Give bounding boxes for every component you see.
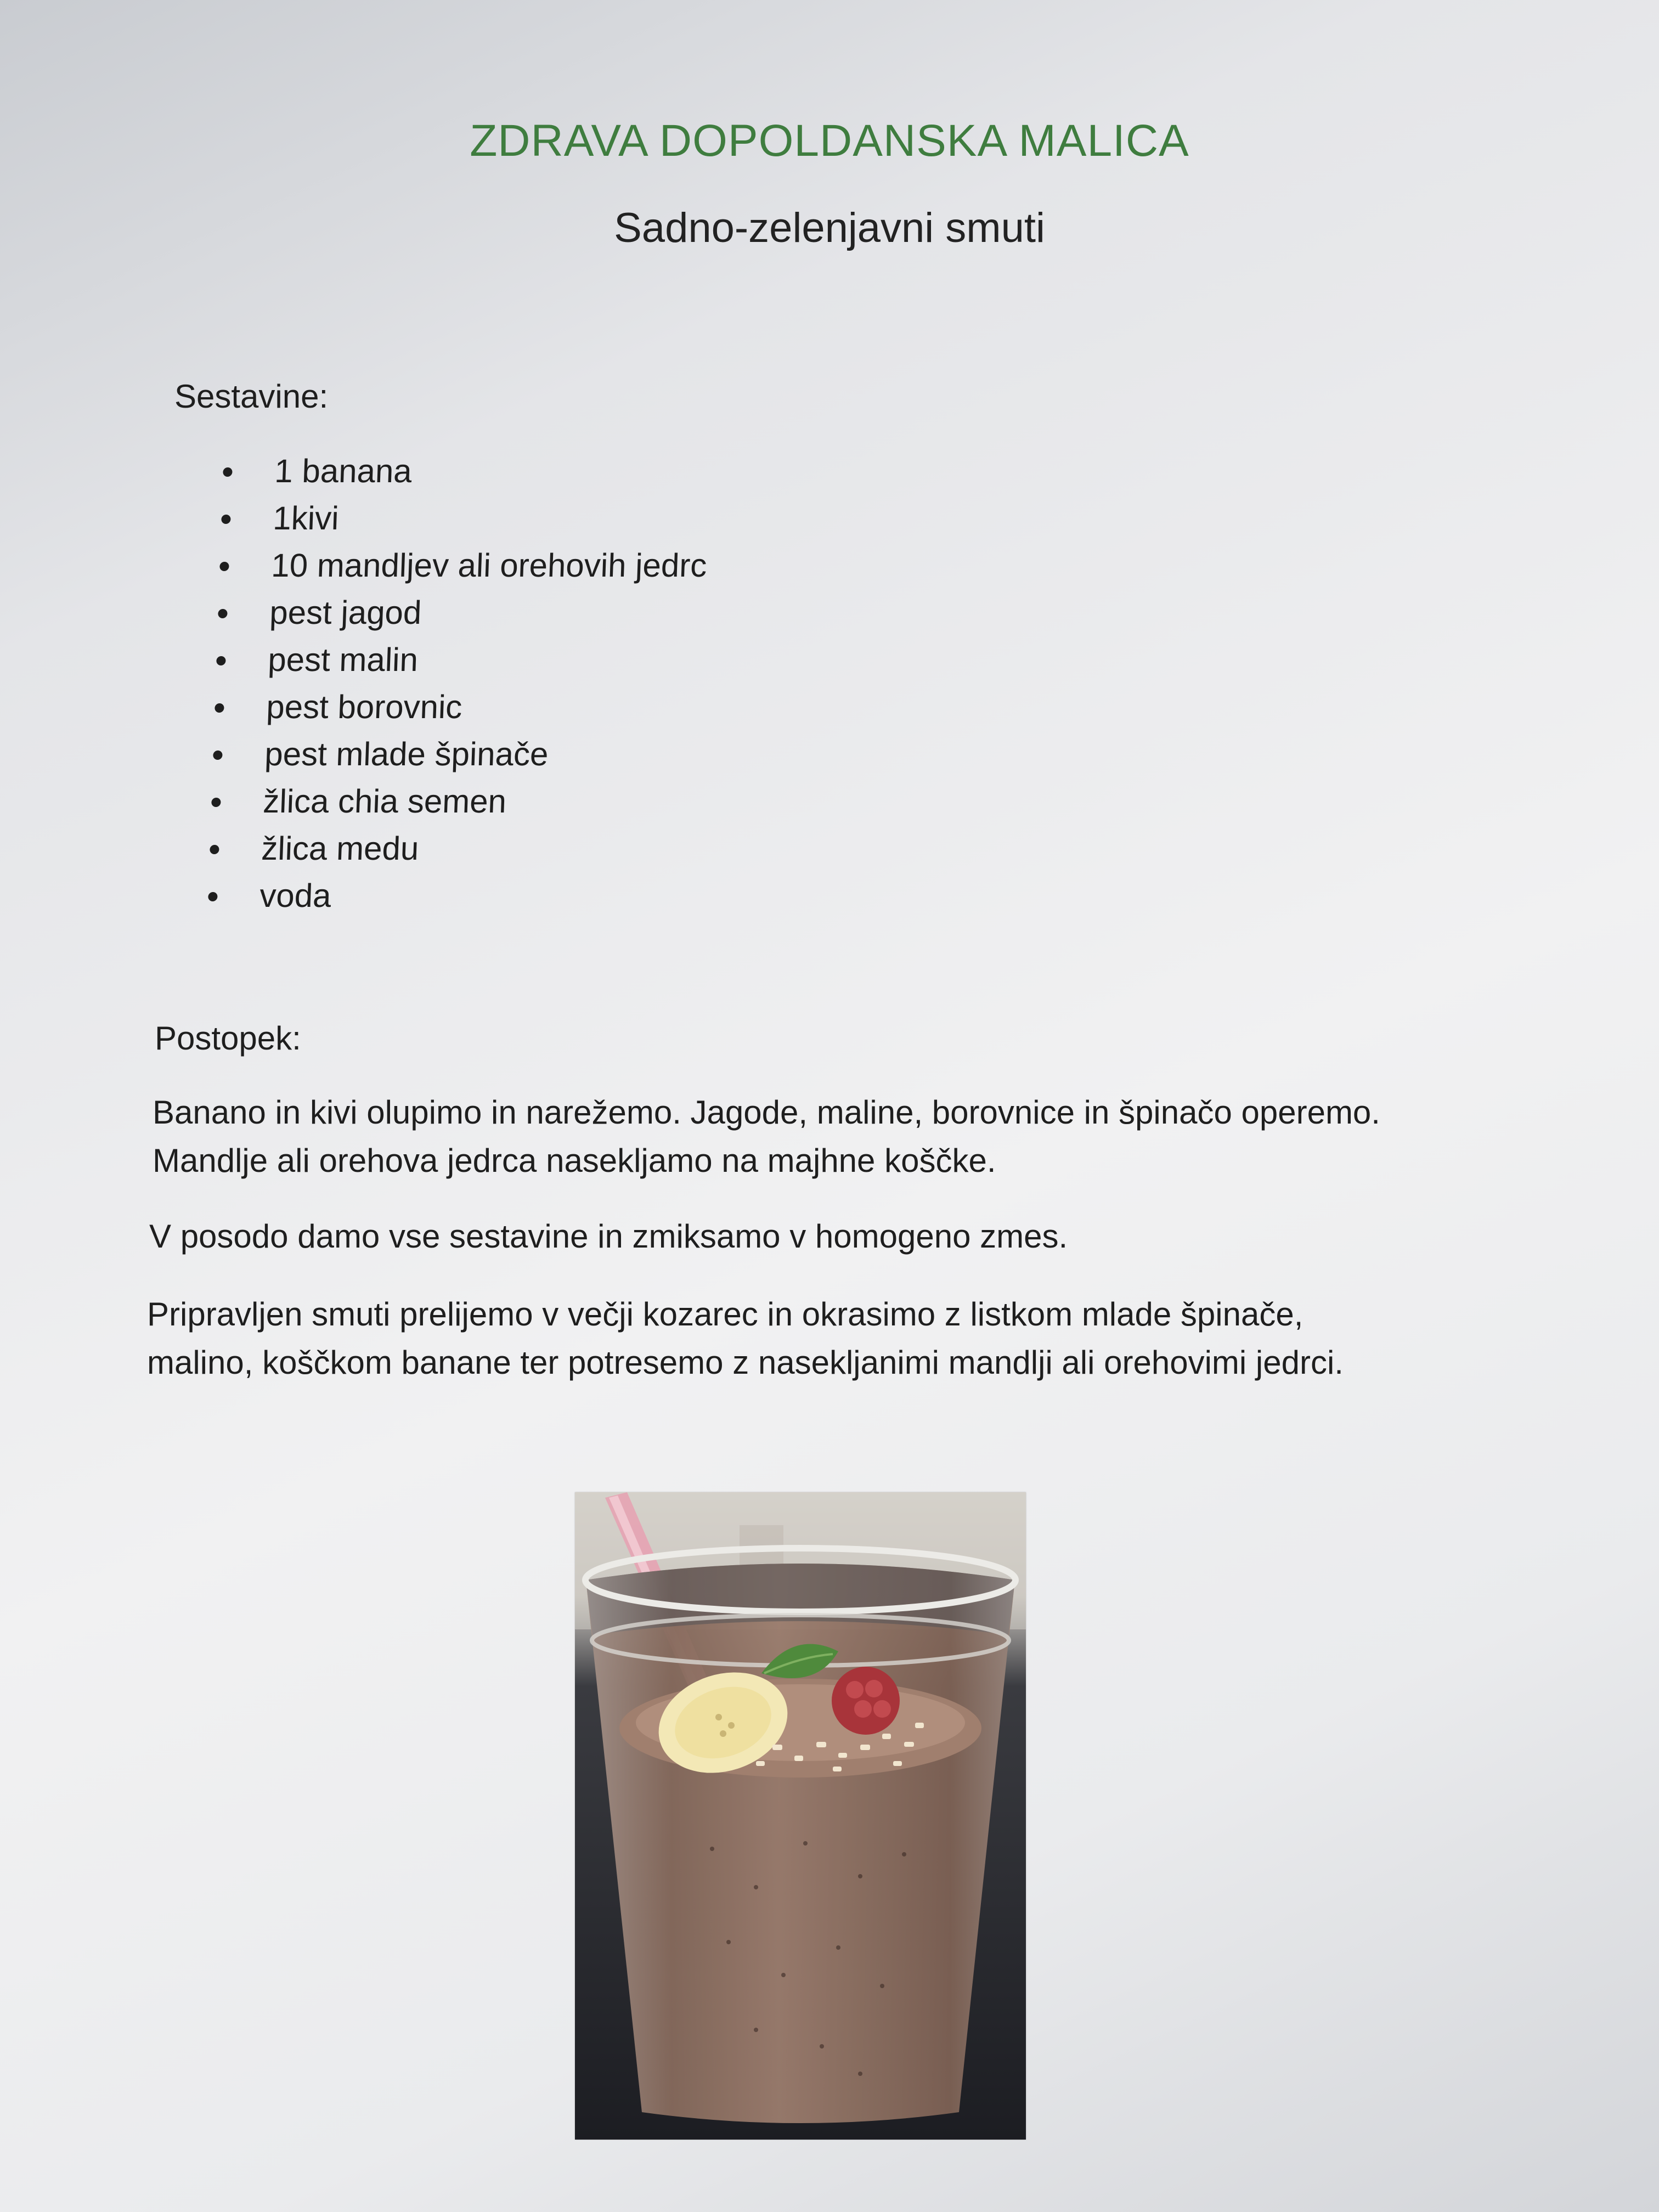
smoothie-glass-illustration [575, 1492, 1026, 2140]
list-item: žlica chia semen [201, 778, 699, 825]
page-title: ZDRAVA DOPOLDANSKA MALICA [470, 116, 1189, 166]
list-item: voda [198, 872, 696, 919]
ingredients-heading: Sestavine: [174, 378, 329, 415]
procedure-paragraph-3 [147, 1290, 1344, 1387]
ingredients-list [198, 448, 711, 919]
raspberry [832, 1667, 900, 1735]
procedure-paragraph-2 [149, 1212, 1068, 1261]
procedure-paragraph-1 [153, 1088, 1380, 1185]
list-item: 1 banana [212, 448, 711, 495]
list-item: 10 mandljev ali orehovih jedrc [209, 542, 708, 589]
recipe-subtitle: Sadno-zelenjavni smuti [614, 205, 1045, 251]
smoothie-photo [575, 1492, 1026, 2140]
paragraph-line: V posodo damo vse sestavine in zmiksamo v homogeno zmes. [149, 1218, 1068, 1255]
paragraph-line: Pripravljen smuti prelijemo v večji kozarec in okrasimo z listkom mlade špinače, [147, 1296, 1304, 1333]
list-item: pest borovnic [204, 684, 703, 731]
procedure-heading: Postopek: [155, 1020, 301, 1057]
glass [585, 1548, 1015, 2123]
paragraph-line: malino, koščkom banane ter potresemo z nasekljanimi mandlji ali orehovimi jedrci. [147, 1344, 1344, 1381]
paragraph-line: Mandlje ali orehova jedrca nasekljamo na majhne koščke. [153, 1142, 996, 1179]
list-item: pest malin [206, 636, 704, 684]
list-item: žlica medu [199, 825, 698, 872]
list-item: pest mlade špinače [202, 731, 701, 778]
list-item: 1kivi [211, 495, 709, 542]
list-item: pest jagod [207, 589, 706, 636]
paragraph-line: Banano in kivi olupimo in narežemo. Jagode, maline, borovnice in špinačo operemo. [153, 1094, 1380, 1131]
